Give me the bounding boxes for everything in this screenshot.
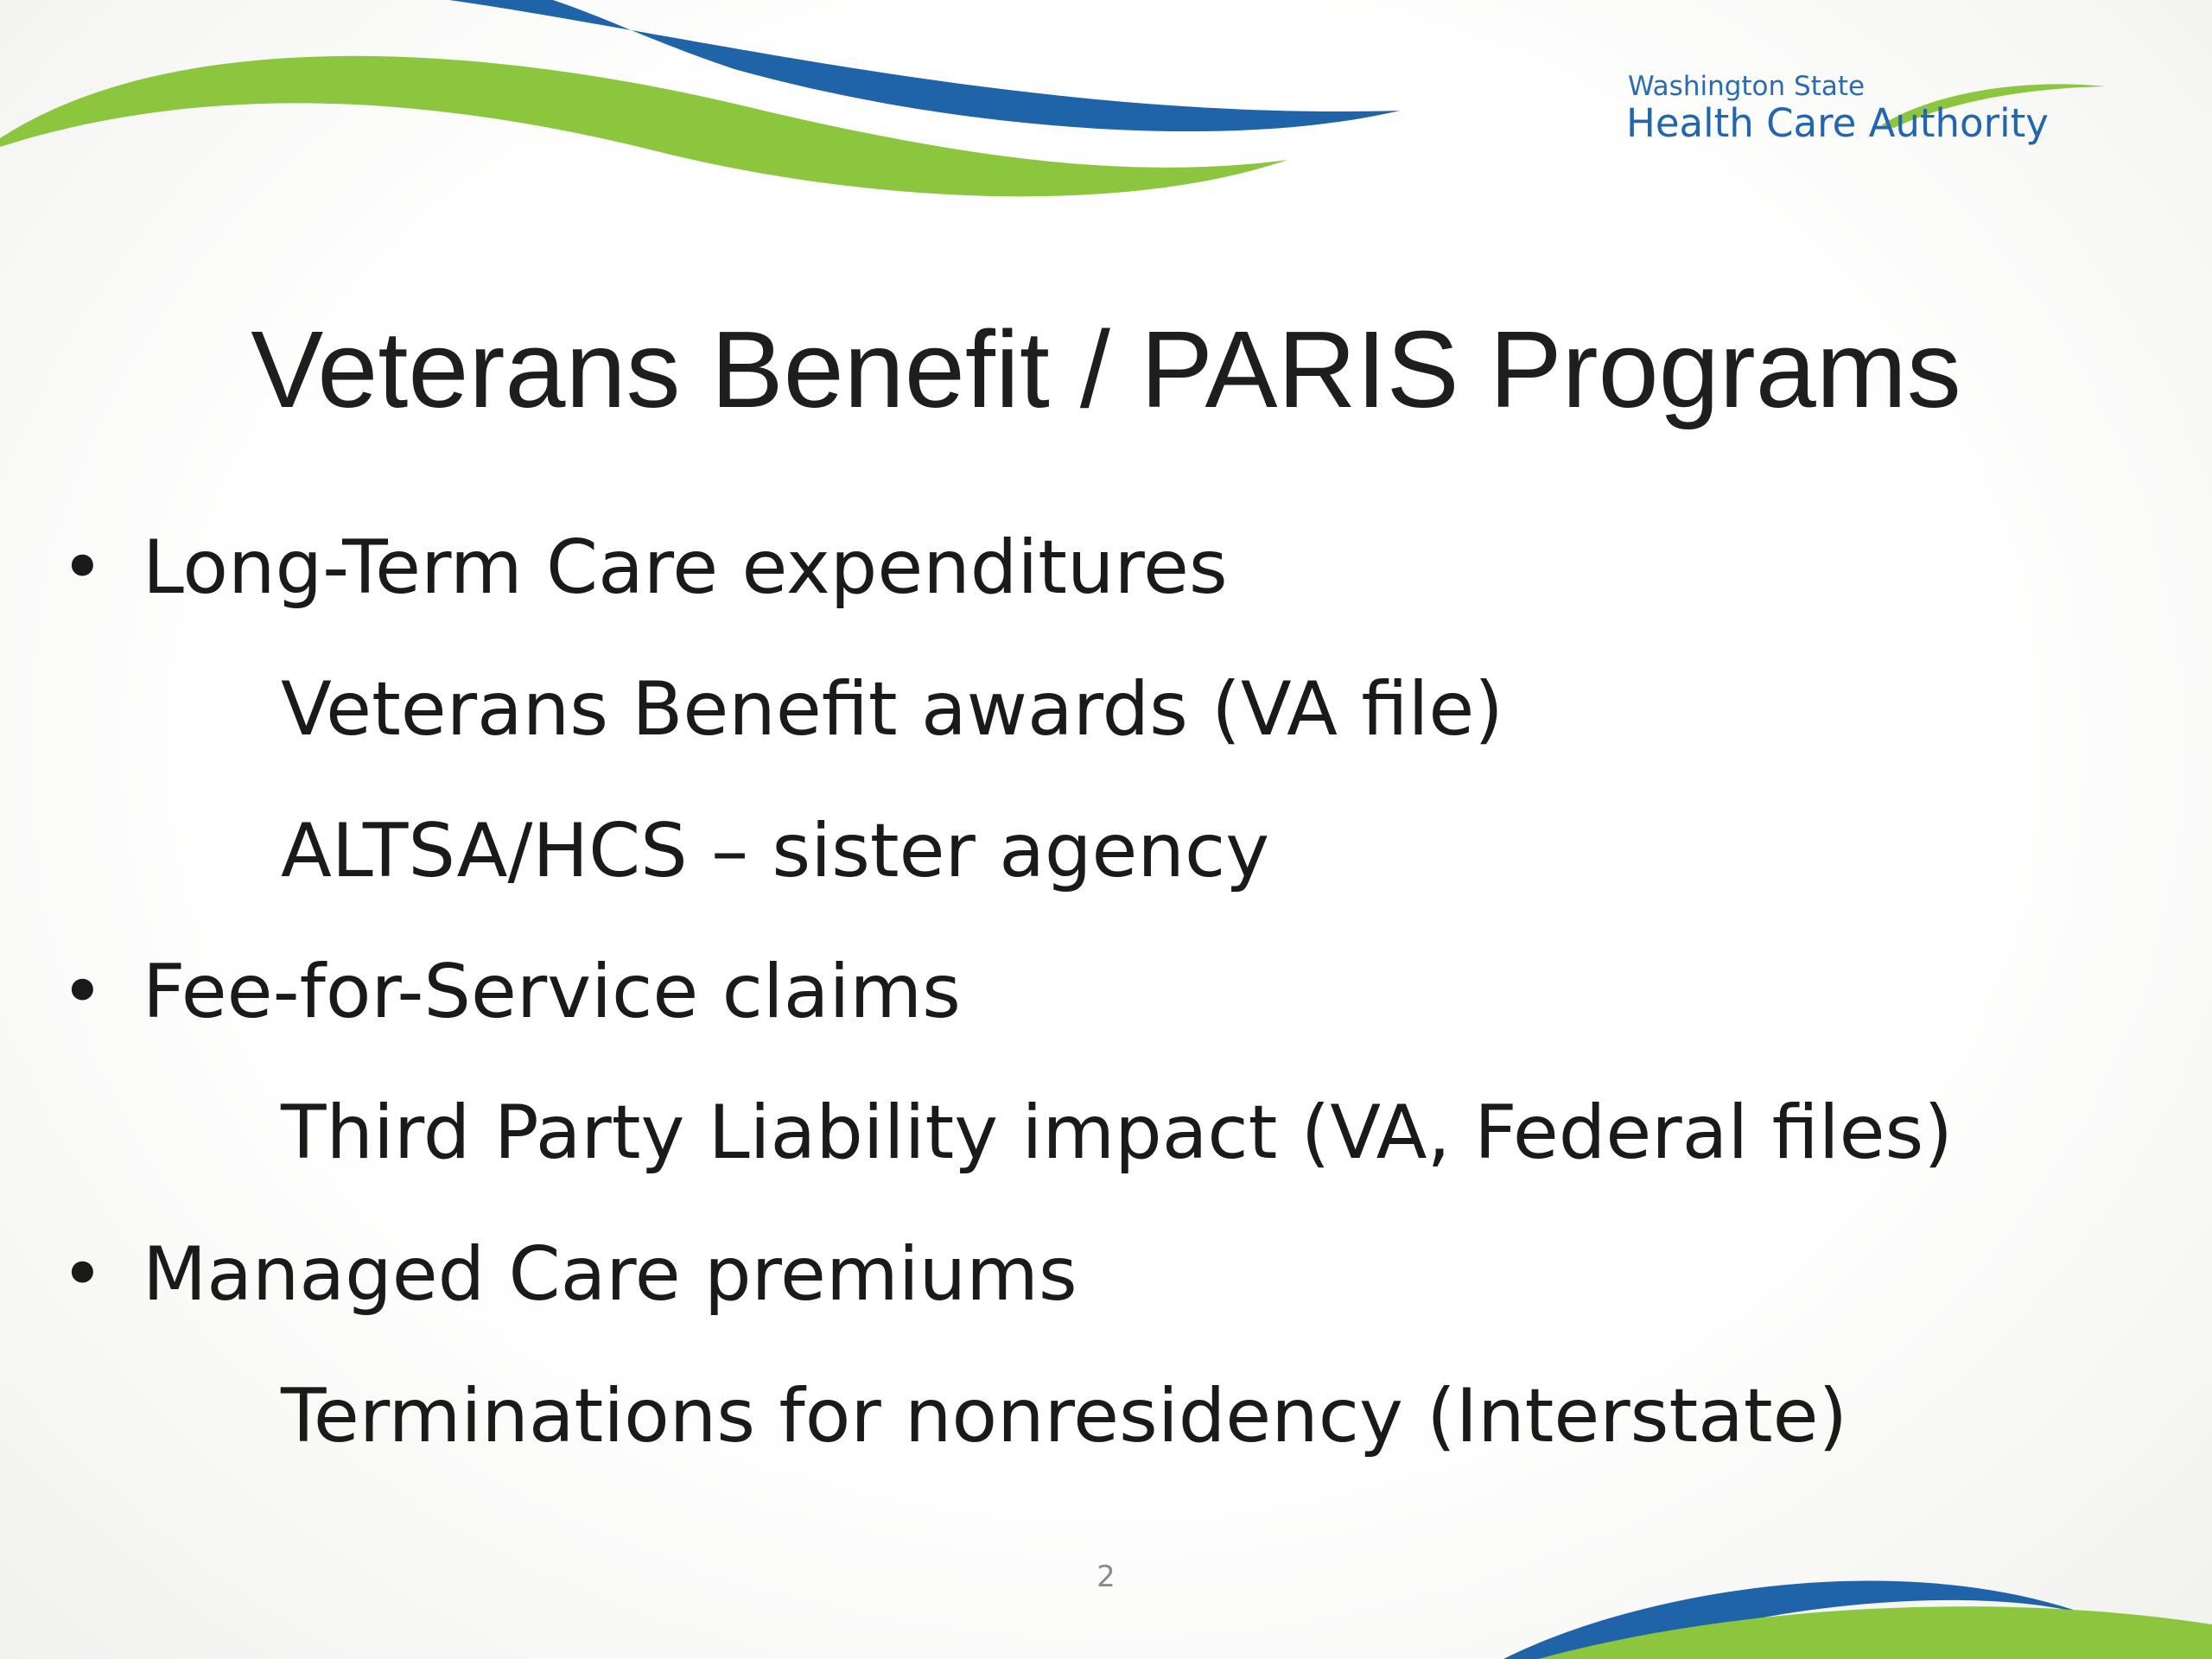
bullet-item-managed-care: Managed Care premiums (143, 1231, 1077, 1318)
subitem-altsa-hcs: ALTSA/HCS – sister agency (281, 808, 1270, 894)
logo-line1: Washington State (1628, 71, 1866, 102)
bullet-item-fee-for-service: Fee-for-Service claims (143, 949, 961, 1035)
bullet-item-long-term-care: Long-Term Care expenditures (143, 524, 1228, 611)
subitem-veterans-benefit-awards: Veterans Benefit awards (VA file) (281, 666, 1503, 753)
logo-line2: Health Care Authority (1626, 100, 2049, 146)
hca-logo (1626, 71, 2110, 166)
page-number: 2 (1096, 1560, 1116, 1594)
subitem-terminations-nonresidency: Terminations for nonresidency (Interstate) (281, 1373, 1848, 1459)
bullet-marker: • (60, 1231, 105, 1318)
slide-title: Veterans Benefit / PARIS Programs (251, 308, 1961, 430)
subitem-third-party-liability: Third Party Liability impact (VA, Federal files) (281, 1090, 1953, 1176)
bullet-marker: • (60, 524, 105, 611)
bottom-swoosh-green (1538, 1606, 2212, 1659)
bullet-marker: • (60, 949, 105, 1035)
